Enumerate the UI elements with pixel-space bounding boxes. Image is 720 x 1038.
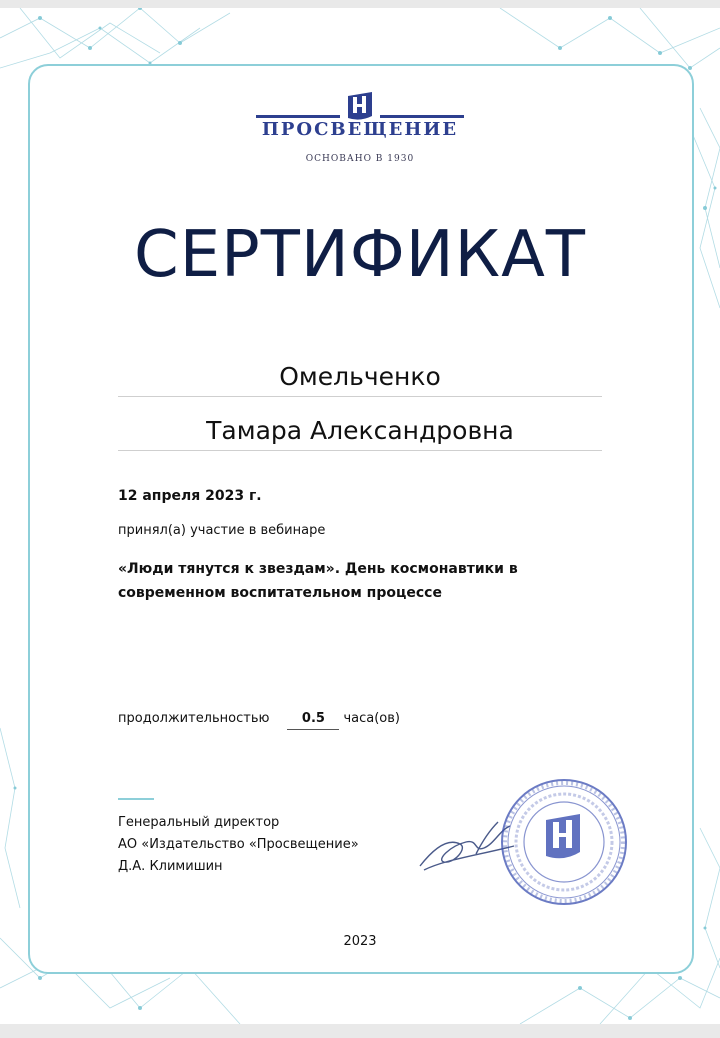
webinar-title: «Люди тянутся к звездам». День космонавтики в современном воспитательном процессе: [118, 561, 518, 601]
certificate-sheet: [0, 8, 720, 1024]
duration-row: [118, 711, 400, 730]
publisher-logo-subtitle: ОСНОВАНО В 1930: [305, 154, 415, 164]
signatory-name: Д.А. Климишин: [118, 859, 223, 874]
publisher-logo-name: ПРОСВЕЩЕНИЕ: [261, 119, 459, 140]
certificate-title: СЕРТИФИКАТ: [134, 218, 586, 292]
accent-divider: [118, 798, 154, 800]
signatory-position: Генеральный директор: [118, 815, 280, 830]
participation-text: принял(а) участие в вебинаре: [118, 523, 326, 538]
signatory-block: [118, 812, 359, 878]
event-date: 12 апреля 2023 г.: [118, 488, 262, 504]
company-seal-icon: [498, 776, 630, 908]
signatory-company: АО «Издательство «Просвещение»: [118, 837, 359, 852]
duration-value: 0.5: [287, 711, 339, 730]
recipient-given-names: Тамара Александровна: [118, 416, 602, 451]
certificate-year: 2023: [343, 934, 377, 949]
duration-label: продолжительностью: [118, 711, 270, 726]
duration-unit: часа(ов): [343, 711, 400, 726]
recipient-surname: Омельченко: [118, 362, 602, 397]
